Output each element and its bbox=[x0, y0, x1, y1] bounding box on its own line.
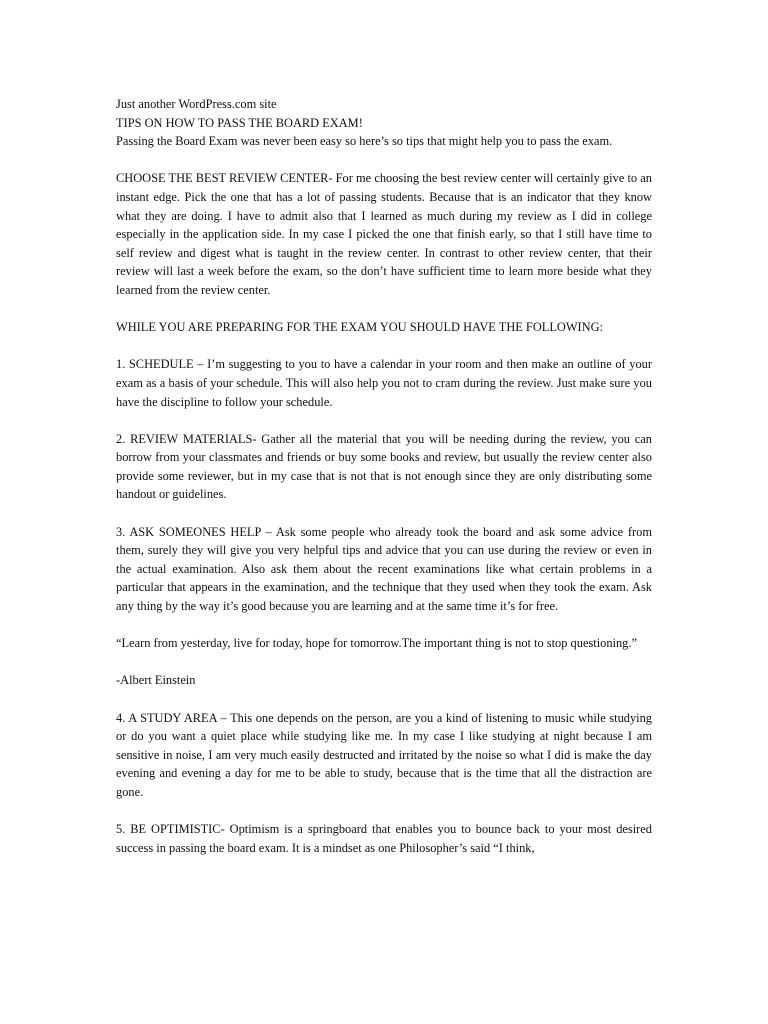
einstein-quote: “Learn from yesterday, live for today, hope for tomorrow.The important thing is not to stop questioning.” bbox=[116, 636, 637, 651]
schedule-paragraph: 1. SCHEDULE – I’m suggesting to you to have a calendar in your room and then make an outline of your exam as a basis of your schedule. This will also help you not to cram during the review. Just make sure you have the discipline to follow your schedule. bbox=[116, 357, 652, 409]
quote-attribution: -Albert Einstein bbox=[116, 673, 196, 688]
preparation-heading: WHILE YOU ARE PREPARING FOR THE EXAM YOU SHOULD HAVE THE FOLLOWING: bbox=[116, 320, 604, 335]
ask-help-paragraph: 3. ASK SOMEONES HELP – Ask some people who already took the board and ask some advice from them, surely they will give you very helpful tips and advice that you can use during the review or even in the actual examination. Also ask them about the recent examinations like what certain problems in a particular that appears in the examination, and the technique that they used when they took the exam. Ask any thing by the way it’s good because you are learning and at the same time it’s for free. bbox=[116, 524, 652, 614]
study-area-paragraph: 4. A STUDY AREA – This one depends on the person, are you a kind of listening to music while studying or do you want a quiet place while studying like me. In my case I like studying at night because I am sensitive in noise, I am very much easily destructed and irritated by the noise so what I did is make the day evening and evening a day for me to be able to study, because that is the time that all the distraction are gone. bbox=[116, 710, 652, 799]
post-title: TIPS ON HOW TO PASS THE BOARD EXAM! bbox=[116, 115, 363, 130]
optimistic-paragraph: 5. BE OPTIMISTIC- Optimism is a springboard that enables you to bounce back to your most desired success in passing the board exam. It is a mindset as one Philosopher’s said “I think, bbox=[116, 822, 652, 855]
site-tagline: Just another WordPress.com site bbox=[116, 97, 277, 111]
review-materials-paragraph: 2. REVIEW MATERIALS- Gather all the material that you will be needing during the review, you can borrow from your classmates and friends or buy some books and review, but usually the review center also provide some reviewer, but in my case that is not that is not enough since they are only distributing some handout or guidelines. bbox=[116, 431, 652, 502]
intro-paragraph: Passing the Board Exam was never been easy so here’s so tips that might help you to pass the exam. bbox=[116, 134, 613, 149]
post-content bbox=[116, 95, 652, 857]
review-center-paragraph: CHOOSE THE BEST REVIEW CENTER- For me choosing the best review center will certainly give to an instant edge. Pick the one that has a lot of passing students. Because that is an indicator that they know what they are doing. I have to admit also that I learned as much during my review as I did in college especially in the application side. In my case I picked the one that finish early, so that I still have time to self review and digest what is taught in the review center. In contrast to other review center, that their review will last a week before the exam, so the don’t have sufficient time to learn more beside what they learned from the review center. bbox=[116, 171, 652, 297]
